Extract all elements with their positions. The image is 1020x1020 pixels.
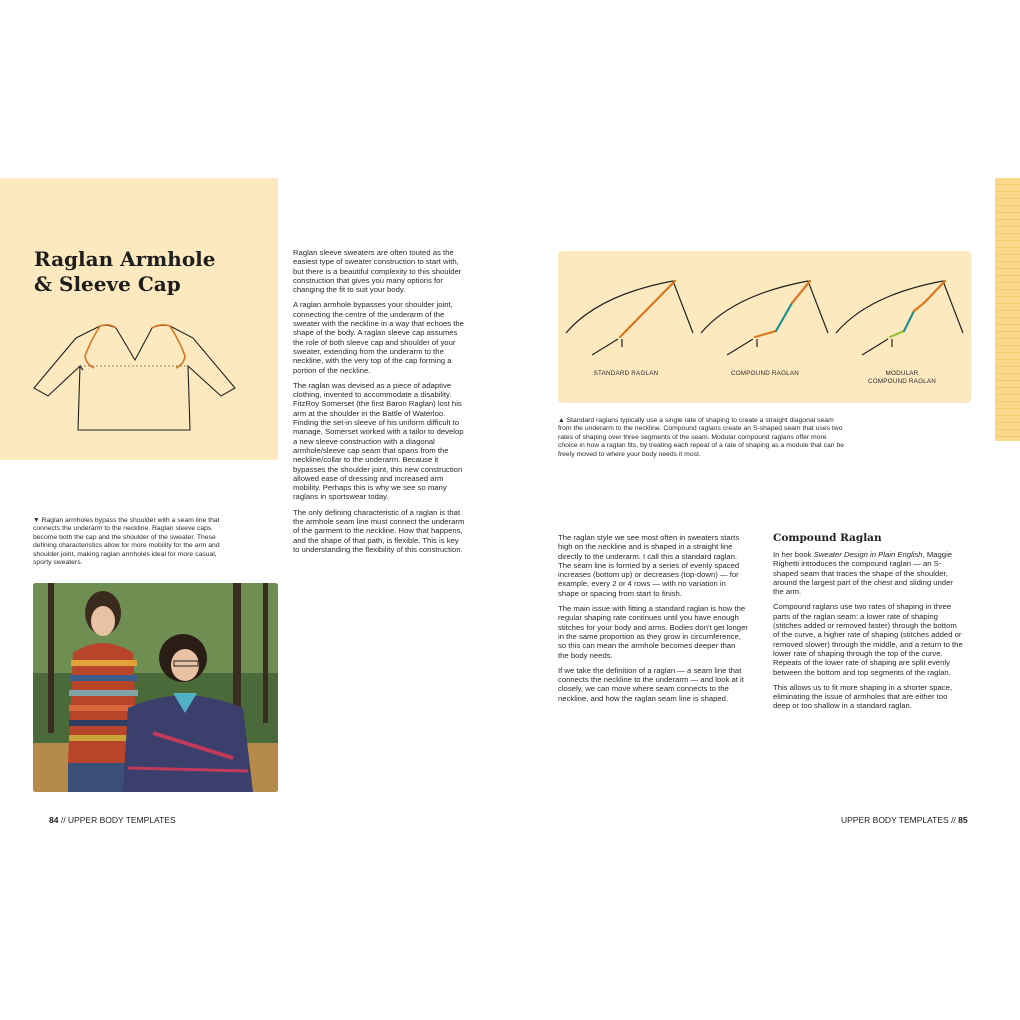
label-standard-raglan: STANDARD RAGLAN [593,370,659,377]
label-modular-compound-raglan: MODULAR COMPOUND RAGLAN [867,370,937,385]
paragraph: A raglan armhole bypasses your shoulder joint, connecting the centre of the underarm of the sweater with the neckline in a way that echoes the shape of the body. A raglan sleeve cap assumes the role of both sleeve cap and shoulder of your sweater, extending from the underarm to the neckline, with the very top of the cap forming a portion of the neckline. [293,300,464,375]
paragraph: If we take the definition of a raglan — a seam line that connects the neckline to the underarm — and look at it closely, we can move where seam connects to the neckline, and how the raglan seam line is shaped. [558,665,744,703]
page-title: Raglan Armhole & Sleeve Cap [34,247,216,296]
paragraph: Raglan sleeve sweaters are often touted as the easiest type of sweater construction to start with, but there is a beautiful complexity to this shoulder construction that gives you many options for changing the fit to suit your body. [293,248,462,295]
paragraph: The main issue with fitting a standard raglan is how the regular shaping rate continues until you have enough stitches for your body and arms. Bodies don't get longer in the same proportion as they grow in circumference, so this can mean the armhole becomes deeper than the body needs. [558,604,748,660]
intro-column [293,248,465,560]
book-title: Sweater Design in Plain English [813,550,923,559]
diagram-caption: ▲ Standard raglans typically use a single rate of shaping to create a straight diagonal seam from the underarm to the neckline. Compound raglans create an S-shaped seam that uses two rates of shaping over three segments of the seam. Modular compound raglans offer more choice in how a raglan fits, by treating each repeat of a rate of shaping as a module that can be freely moved to where your body needs it most. [558,417,845,458]
paragraph: The raglan was devised as a piece of adaptive clothing, invented to accommodate a disability. FitzRoy Somerset (the first Baron Raglan) lost his arm at the shoulder in the Battle of Waterloo. Finding the set-in sleeve of his uniform difficult to manage, Somerset worked with a tailor to develop a new sleeve construction with a diagonal armhole/sleeve cap seam that spans from the neckline/collar to the underarm. Because it bypasses the shoulder joint, this new construction allowed ease of dressing and increased arm mobility. Perhaps this is why we see so many raglans in sportswear today. [293,380,464,502]
paragraph: The raglan style we see most often in sweaters starts high on the neckline and is shaped in a straight line directly to the underarm. I call this a standard raglan. The seam line is formed by a series of evenly spaced increases (bottom up) or decreases (top-down) — for example, every 2 or 4 rows — with no variation in shape or spacing from start to finish. [558,533,740,598]
section-heading: Compound Raglan [773,532,882,544]
footer-right: UPPER BODY TEMPLATES // 85 [841,815,968,825]
standard-raglan-column [558,533,748,709]
compound-raglan-column [773,532,963,717]
photo-caption: ▼ Raglan armholes bypass the shoulder with a seam line that connects the underarm to the neckline. Raglan sleeve caps become both the cap and the shoulder of the sweater. These defining characteristics allow for more mobility for the arm and shoulder joint, making raglan armholes ideal for more casual, sporty sweaters. [33,517,220,567]
photo-illustration [33,583,278,792]
paragraph: In her book Sweater Design in Plain English, Maggie Righetti introduces the compound raglan — an S-shaped seam that traces the shape of the shoulder, around the largest part of the chest and sliding under the arm. [773,550,953,597]
page-edge-tab [995,178,1020,441]
raglan-sweater-illustration [28,318,243,438]
footer-left: 84 // UPPER BODY TEMPLATES [49,815,176,825]
label-compound-raglan: COMPOUND RAGLAN [730,370,800,377]
paragraph: This allows us to fit more shaping in a shorter space, eliminating the issue of armholes that are either too deep or too shallow in a standard raglan. [773,682,953,711]
photo-two-women-in-raglan-sweaters [33,583,278,792]
paragraph: Compound raglans use two rates of shaping in three parts of the raglan seam: a lower rate of shaping (stitches added or removed faster) through the bottom of the curve, a higher rate of shaping (stitches added or removed slower) through the middle, and a return to the lower rate of shaping through the top of the curve. Repeats of the lower rate of shaping are split evenly between the bottom and top segments of the raglan. [773,602,963,677]
paragraph: The only defining characteristic of a raglan is that the armhole seam line must connect the underarm of the garment to the neckline. How that happens, and the shape of that path, is flexible. This is key to understanding the flexibility of this construction. [293,507,465,554]
